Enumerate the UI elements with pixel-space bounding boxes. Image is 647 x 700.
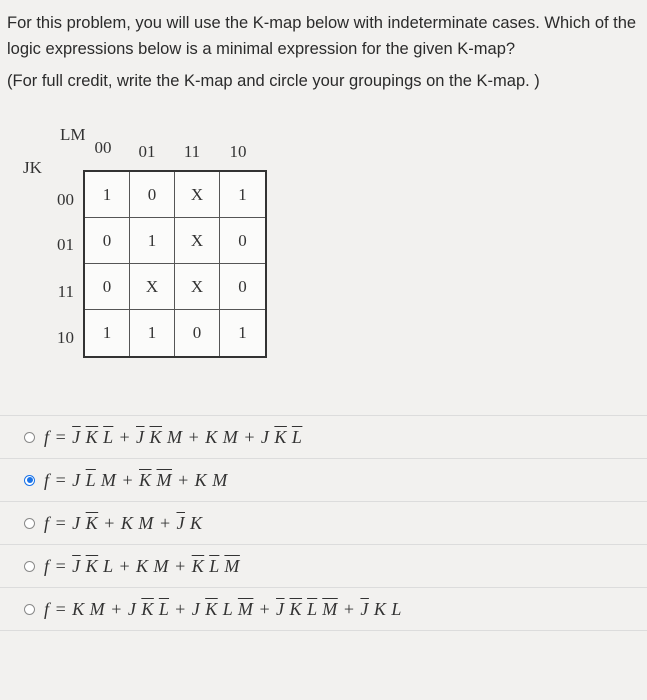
radio-unselected-icon[interactable] bbox=[24, 561, 35, 572]
kmap-cell: 1 bbox=[85, 172, 130, 218]
kmap-cell: 1 bbox=[130, 310, 175, 356]
kmap-col-header: 10 bbox=[229, 142, 247, 161]
question-instruction: (For full credit, write the K-map and circle your groupings on the K-map. ) bbox=[7, 72, 540, 90]
answer-expression: f = J $\overline{K} + K$ $M + \overline{J}$ K bbox=[44, 512, 203, 533]
answer-option-3[interactable] bbox=[0, 501, 647, 544]
radio-unselected-icon[interactable] bbox=[24, 518, 35, 529]
answer-option-2[interactable] bbox=[0, 458, 647, 501]
kmap-cell: 1 bbox=[238, 323, 247, 342]
answer-option-1[interactable] bbox=[0, 415, 647, 458]
radio-unselected-icon[interactable] bbox=[24, 604, 35, 615]
question-prompt: For this problem, you will use the K-map below with indeterminate cases. Which of the logic expressions below is a minimal expression for the given K-map? bbox=[7, 14, 637, 58]
question-text bbox=[7, 10, 637, 94]
kmap-row-header: 11 bbox=[57, 282, 74, 301]
kmap-row-header: 01 bbox=[57, 235, 74, 254]
answer-expression: $f = \overline{J}$ $\overline{K}$ $\overline{L} + \overline{J}$ $\overline{K}$ M + K M + J $\overline{K}$ $\overline{L}$ bbox=[44, 426, 303, 447]
kmap-cell: X bbox=[175, 218, 220, 264]
kmap-cell: 0 bbox=[130, 172, 175, 218]
answer-expression: f = K M + J $\overline{K}$ $\overline{L} + J$ $\overline{K}$ L $\overline{M} + \overline{J}$ $\overline{K}$ $\overline{L}$ $\overline{M} + \overline{J}$ K L bbox=[44, 598, 402, 619]
kmap-cell: 1 bbox=[85, 310, 130, 356]
kmap-cell: X bbox=[130, 264, 175, 310]
kmap-cell: 0 bbox=[220, 264, 265, 310]
answer-option-5[interactable] bbox=[0, 587, 647, 631]
kmap-cell: 0 bbox=[85, 218, 130, 264]
answer-option-4[interactable] bbox=[0, 544, 647, 587]
answer-options bbox=[0, 415, 647, 631]
kmap-cell: 0 bbox=[220, 218, 265, 264]
kmap-row-header: 00 bbox=[57, 190, 74, 209]
answer-expression: $f = \overline{J}$ $\overline{K}$ L + K $M + \overline{K}$ $\overline{L}$ $\overline{M}$ bbox=[44, 555, 240, 576]
kmap-cell: 1 bbox=[220, 172, 265, 218]
kmap-cell: X bbox=[175, 264, 220, 310]
kmap-cell: 1 bbox=[130, 218, 175, 264]
kmap-col-header: 00 bbox=[94, 138, 112, 157]
radio-unselected-icon[interactable] bbox=[24, 432, 35, 443]
kmap-cell: 0 bbox=[175, 310, 220, 356]
kmap-cell: 0 bbox=[85, 264, 130, 310]
answer-expression: f = J $\overline{L}$ $M + \overline{K}$ $\overline{M} + K$ M bbox=[44, 469, 228, 490]
kmap-row-header: 10 bbox=[57, 328, 74, 347]
kmap-grid bbox=[83, 170, 267, 358]
radio-selected-icon[interactable] bbox=[24, 475, 35, 486]
kmap-cell: X bbox=[175, 172, 220, 218]
kmap-col-header: 11 bbox=[183, 142, 201, 161]
kmap-top-variable-label: LM bbox=[60, 125, 86, 144]
kmap-col-header: 01 bbox=[138, 142, 156, 161]
kmap-side-variable-label: JK bbox=[23, 158, 42, 177]
